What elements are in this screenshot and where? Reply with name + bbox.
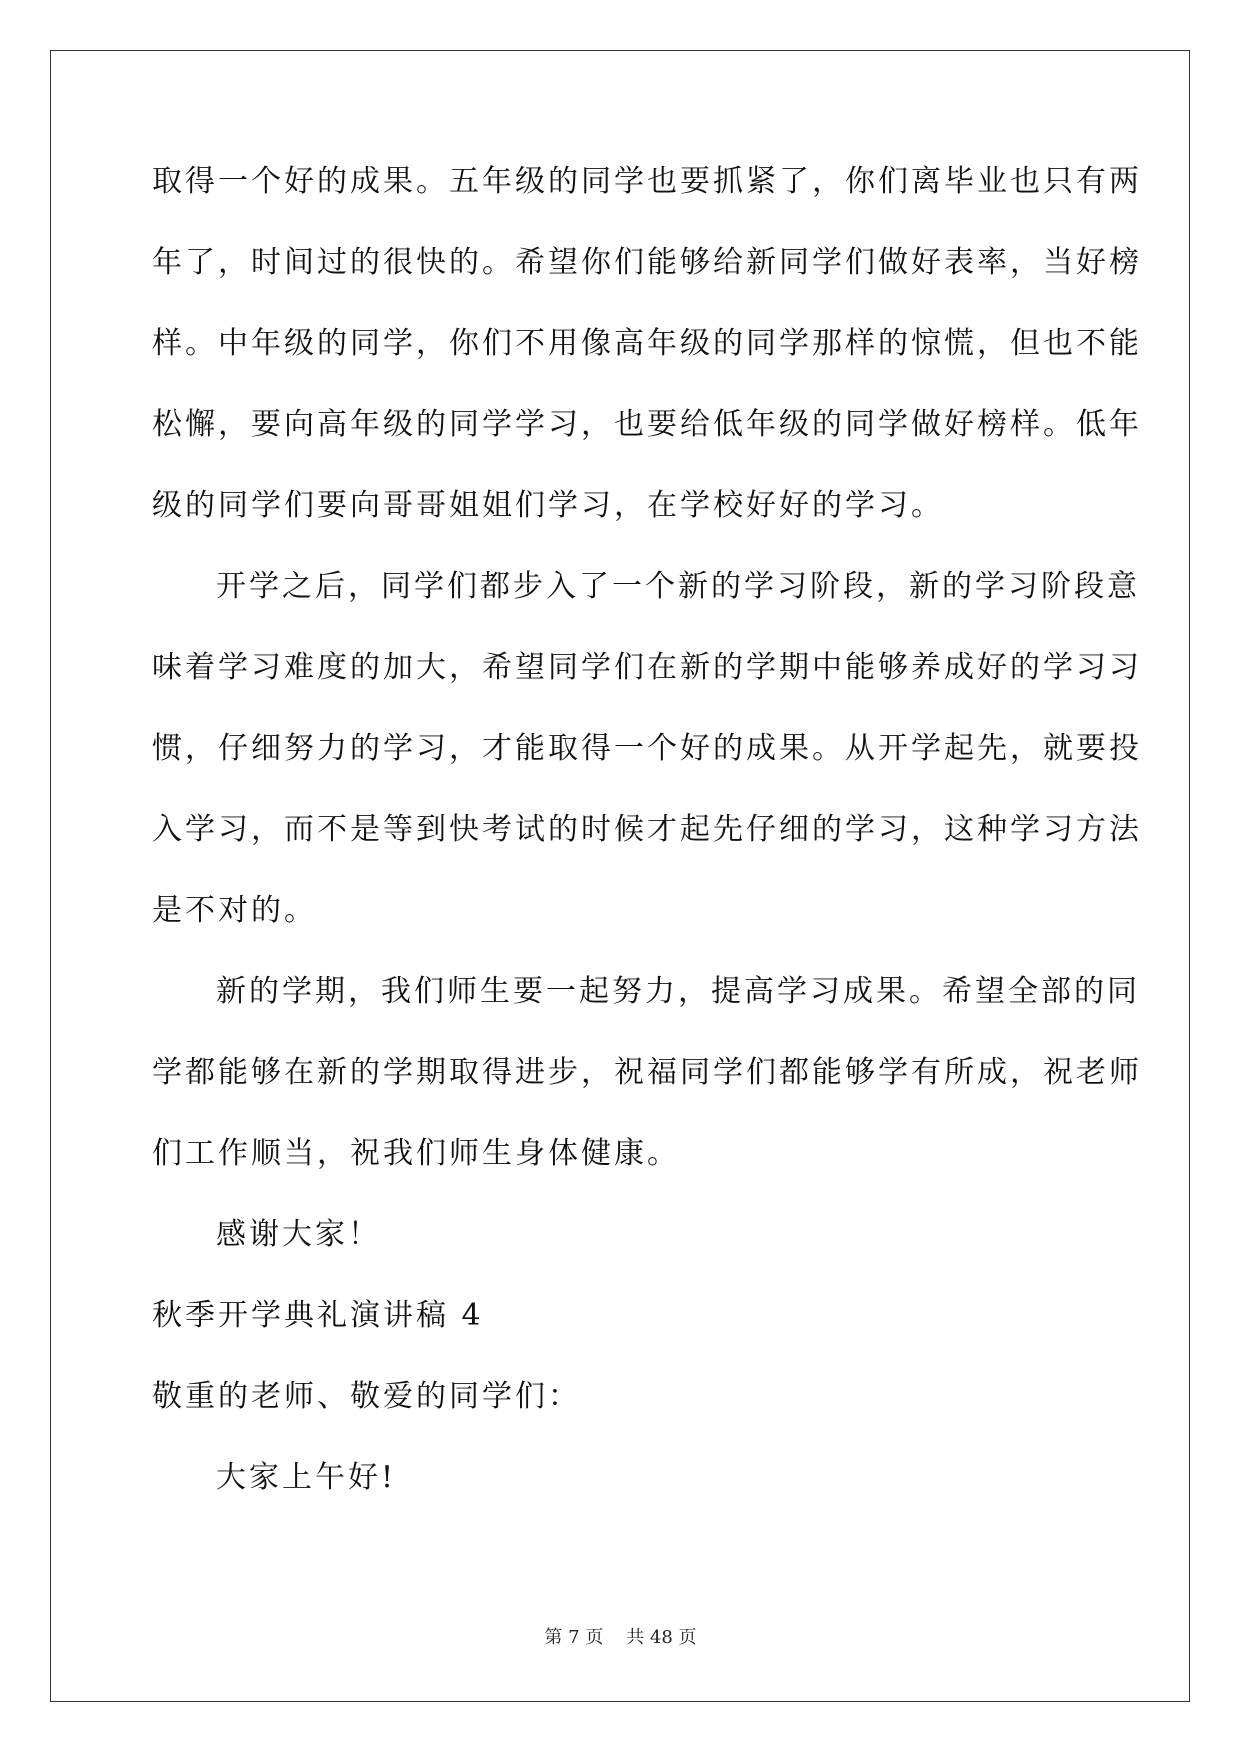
section-title: 秋季开学典礼演讲稿 4: [152, 1298, 484, 1333]
page-number: 第 7 页 共 48 页: [544, 1627, 697, 1648]
text-line: 味着学习难度的加大，希望同学们在新的学期中能够养成好的学习习: [152, 650, 1142, 685]
text-line: 样。中年级的同学，你们不用像高年级的同学那样的惊慌，但也不能: [152, 326, 1142, 361]
text-line: 松懈，要向高年级的同学学习，也要给低年级的同学做好榜样。低年: [152, 407, 1142, 442]
paragraph-start-line: 开学之后，同学们都步入了一个新的学习阶段，新的学习阶段意: [216, 569, 1140, 604]
closing-line: 感谢大家！: [216, 1217, 381, 1252]
text-line: 取得一个好的成果。五年级的同学也要抓紧了，你们离毕业也只有两: [152, 164, 1142, 199]
text-line: 们工作顺当，祝我们师生身体健康。: [152, 1136, 680, 1171]
text-line: 级的同学们要向哥哥姐姐们学习，在学校好好的学习。: [152, 488, 944, 523]
text-line: 年了，时间过的很快的。希望你们能够给新同学们做好表率，当好榜: [152, 245, 1142, 280]
text-line: 学都能够在新的学期取得进步，祝福同学们都能够学有所成，祝老师: [152, 1055, 1142, 1090]
document-body: [152, 162, 1142, 1539]
text-line: 是不对的。: [152, 893, 317, 928]
text-line: 惯，仔细努力的学习，才能取得一个好的成果。从开学起先，就要投: [152, 731, 1142, 766]
text-line: 入学习，而不是等到快考试的时候才起先仔细的学习，这种学习方法: [152, 812, 1142, 847]
paragraph-start-line: 新的学期，我们师生要一起努力，提高学习成果。希望全部的同: [216, 974, 1140, 1009]
greeting: 大家上午好!: [216, 1460, 397, 1495]
salutation: 敬重的老师、敬爱的同学们：: [152, 1379, 581, 1414]
